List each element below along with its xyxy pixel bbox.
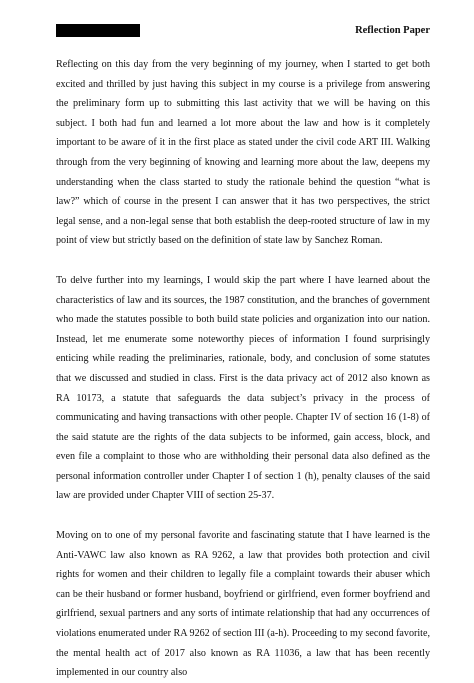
paragraph-spacer bbox=[56, 506, 430, 526]
paper-title: Reflection Paper bbox=[355, 25, 430, 36]
paragraph-spacer bbox=[56, 251, 430, 271]
paragraph-2: To delve further into my learnings, I would skip the part where I have learned about the characteristics of law and its sources, the 1987 constitution, and the branches of government who made the statutes possible to both build state policies and organization into our nation. Instead, let me enumerate some noteworthy pieces of information I found surprisingly enticing while reading the preliminaries, rationale, body, and conclusion of some statutes that we discussed and studied in class. First is the data privacy act of 2012 also known as RA 10173, a statute that safeguards the data subject’s privacy in the process of communicating and having transactions with other people. Chapter IV of section 16 (1-8) of the said statute are the rights of the data subjects to be informed, gain access, block, and even file a complaint to those who are withholding their personal data also defined as the personal information controller under Chapter I of section 1 (h), penalty clauses of the said law are provided under Chapter VIII of section 25-37. bbox=[56, 274, 430, 502]
document-body bbox=[56, 55, 430, 683]
redacted-name-block bbox=[56, 24, 140, 37]
paragraph-1: Reflecting on this day from the very beginning of my journey, when I started to get both excited and thrilled by just having this subject in my course is a privilege from answering the preliminary form up to submitting this last activity that we will be having on this subject. I both had fun and learned a lot more about the law and how is it completely important to be aware of it in the first place as stated under the civil code ART III. Walking through from the very beginning of knowing and learning more about the law, deepens my understanding when the class started to study the rationale behind the question “what is law?” which of course in the present I can answer that it has two perspectives, the strict legal sense, and a non-legal sense that both establish the deep-rooted structure of law in my point of view but strictly based on the definition of state law by Sanchez Roman. bbox=[56, 59, 430, 247]
page-header bbox=[56, 24, 430, 40]
paragraph-3: Moving on to one of my personal favorite and fascinating statute that I have learned is the Anti-VAWC law also known as RA 9262, a law that provides both protection and civil rights for women and their children to legally file a complaint towards their abuser which can be their husband or former husband, boyfriend or girlfriend, even former boyfriend and girlfriend, sexual partners and any sorts of intimate relationship that had any occurrences of violations enumerated under RA 9262 of section III (a-h). Proceeding to my second favorite, the mental health act of 2017 also known as RA 11036, a law that has been recently implemented in our country also bbox=[56, 530, 430, 679]
